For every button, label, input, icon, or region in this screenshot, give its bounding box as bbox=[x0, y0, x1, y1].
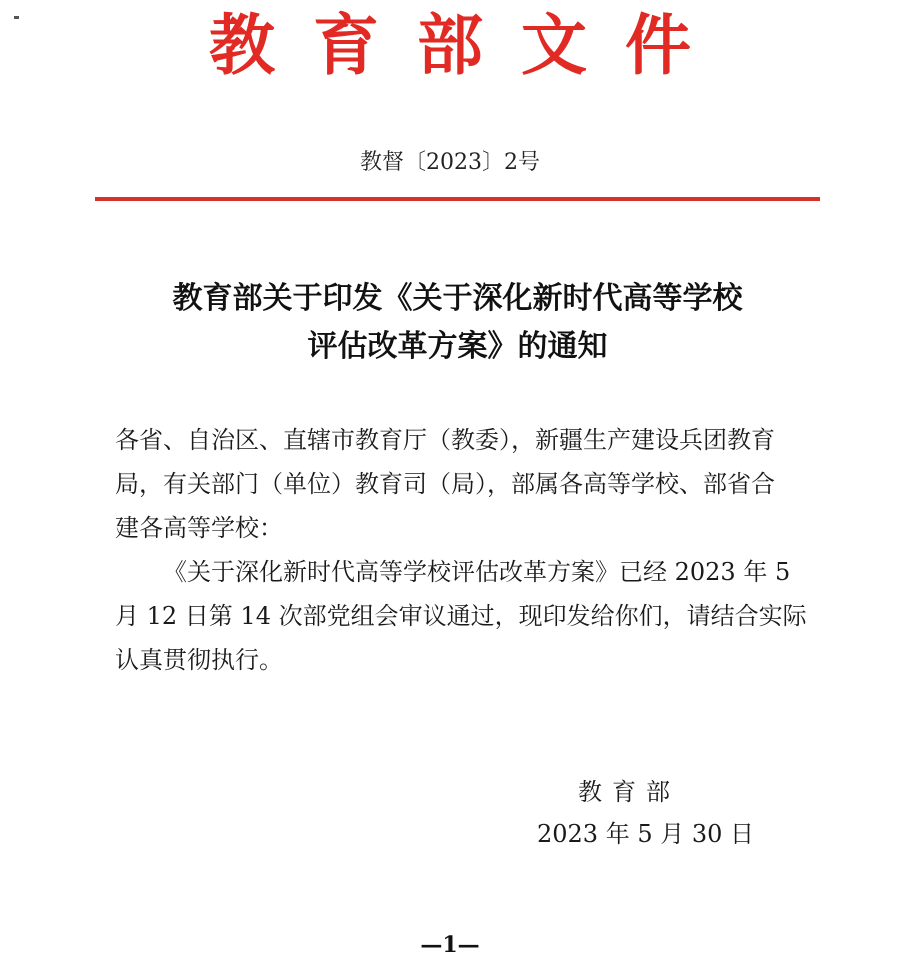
title-line-2: 评估改革方案》的通知 bbox=[307, 329, 608, 364]
document-body bbox=[115, 418, 815, 682]
document-number: 教督〔2023〕2号 bbox=[360, 150, 540, 175]
red-divider-line bbox=[95, 197, 820, 201]
title-line-1: 教育部关于印发《关于深化新时代高等学校 bbox=[172, 281, 743, 316]
paragraph-line-2: 月 12 日第 14 次部党组会审议通过，现印发给你们，请结合实际 bbox=[115, 602, 807, 630]
masthead: 教育部文件 bbox=[209, 7, 729, 84]
issue-date: 2023 年 5 月 30 日 bbox=[537, 820, 755, 848]
addressee-line-3: 建各高等学校： bbox=[115, 514, 283, 542]
issuer-signature: 教育部 bbox=[578, 778, 680, 806]
addressee-line-1: 各省、自治区、直辖市教育厅（教委），新疆生产建设兵团教育 bbox=[115, 426, 775, 454]
paragraph-line-3: 认真贯彻执行。 bbox=[115, 646, 283, 674]
document-title bbox=[100, 275, 815, 371]
paragraph-line-1: 《关于深化新时代高等学校评估改革方案》已经 2023 年 5 bbox=[163, 558, 791, 586]
page-number: —1— bbox=[420, 932, 480, 958]
addressee-line-2: 局，有关部门（单位）教育司（局），部属各高等学校、部省合 bbox=[115, 470, 775, 498]
